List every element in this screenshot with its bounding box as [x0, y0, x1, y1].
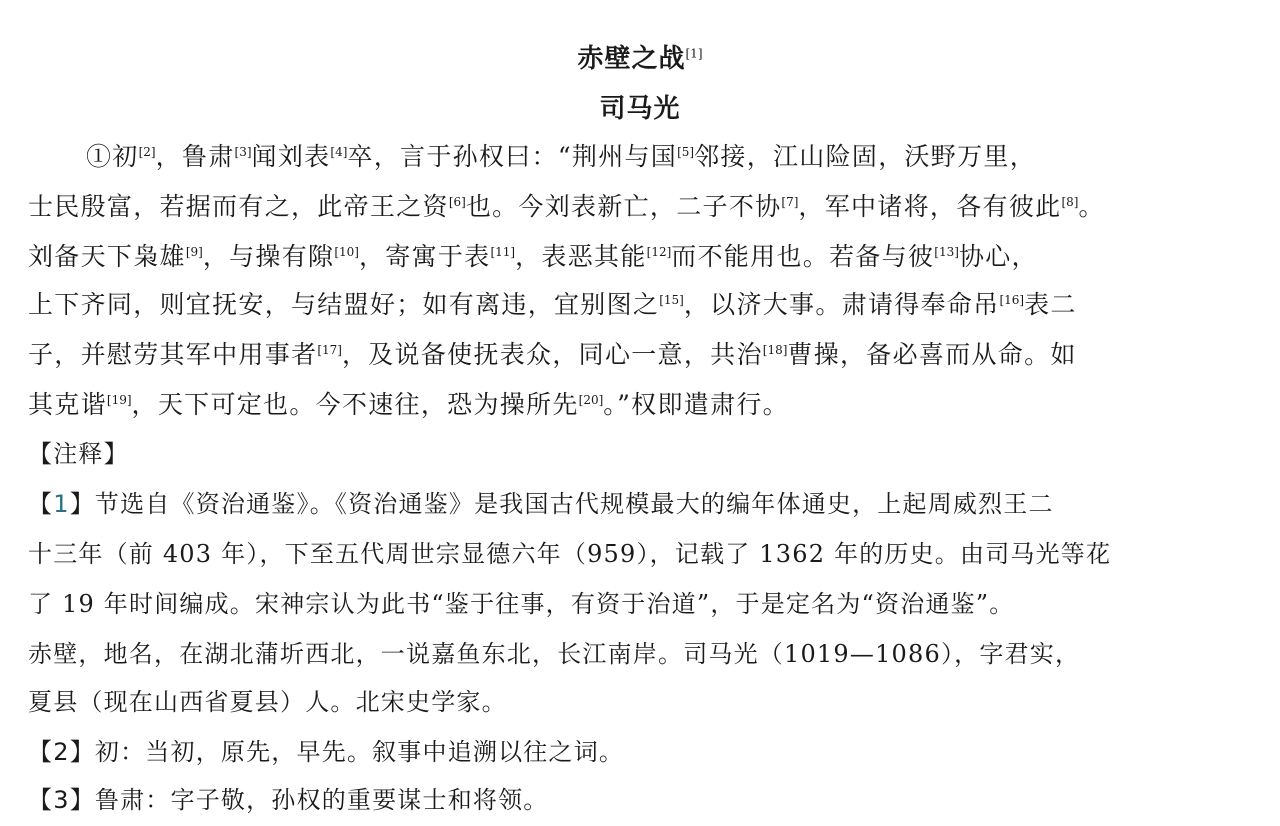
footnote-marker: [9] — [185, 245, 203, 259]
note-text: 夏县（现在山西省夏县）人。北宋史学家。 — [28, 688, 507, 716]
note-label: 【1】 — [28, 490, 95, 518]
footnote-marker: [6] — [448, 195, 466, 209]
body-text: 。”权即遣肃行。 — [603, 390, 789, 419]
footnote-marker: [20] — [578, 393, 604, 407]
footnote-marker: [18] — [762, 343, 788, 357]
footnote-marker: [19] — [106, 393, 132, 407]
body-text: 表二 — [1024, 290, 1077, 319]
note-label: 【3】 — [28, 786, 95, 814]
body-text: 协心， — [958, 242, 1038, 271]
body-line — [28, 390, 1268, 420]
note-entry — [28, 786, 1268, 815]
body-text: 其克谐 — [28, 390, 107, 419]
note-text: 了 19 年时间编成。宋神宗认为此书“鉴于往事，有资于治道”，于是定名为“资治通鉴”。 — [28, 590, 1015, 618]
note-text: 初：当初，原先，早先。叙事中追溯以往之词。 — [94, 738, 625, 766]
document-title: 赤壁之战 — [577, 44, 686, 74]
footnote-marker: [12] — [646, 245, 672, 259]
note-entry — [28, 738, 1268, 767]
footnote-marker: [16] — [999, 293, 1025, 307]
footnote-marker: [4] — [330, 145, 348, 159]
document-title-row — [0, 38, 1280, 75]
body-text: ，寄寓于表 — [358, 242, 491, 271]
body-text: ，及说备使抚表众，同心一意，共治 — [341, 340, 763, 369]
body-text: ，军中诸将，各有彼此 — [798, 192, 1062, 221]
note-text: 鲁肃：字子敬，孙权的重要谋士和将领。 — [94, 786, 549, 814]
footnote-marker: [8] — [1061, 195, 1079, 209]
body-text: 士民殷富，若据而有之，此帝王之资 — [28, 192, 449, 221]
footnote-marker: [3] — [234, 145, 252, 159]
body-line — [28, 142, 1268, 172]
footnote-marker: [11] — [490, 245, 516, 259]
body-text: 曹操，备必喜而从命。如 — [787, 340, 1077, 369]
footnote-marker: [17] — [317, 343, 342, 357]
body-line — [28, 340, 1268, 370]
note-text: 赤壁，地名，在湖北蒲圻西北，一说嘉鱼东北，长江南岸。司马光（1019—1086），字君实， — [28, 640, 1081, 668]
body-line — [28, 192, 1268, 222]
body-line — [28, 242, 1268, 272]
document-author: 司马光 — [599, 94, 681, 124]
body-text: 卒，言于孙权曰：“荆州与国 — [347, 142, 678, 171]
note-entry — [28, 490, 1268, 519]
note-entry — [28, 540, 1268, 569]
body-text: ，鲁肃 — [155, 142, 235, 171]
footnote-marker: [15] — [659, 293, 684, 307]
footnote-marker: [2] — [138, 145, 156, 159]
footnote-marker: [5] — [677, 145, 695, 159]
footnote-marker: [7] — [781, 195, 799, 209]
note-label: 【2】 — [28, 738, 95, 766]
notes-heading: 【注释】 — [28, 440, 129, 468]
body-line — [28, 290, 1268, 320]
body-text: ，天下可定也。今不速往，恐为操所先 — [131, 390, 579, 419]
body-text: 邻接，江山险固，沃野万里， — [694, 142, 1037, 171]
body-text: 子，并慰劳其军中用事者 — [28, 340, 318, 369]
body-text: ，以济大事。肃请得奉命吊 — [683, 290, 1000, 319]
body-text: 而不能用也。若备与彼 — [671, 242, 935, 271]
body-text: ，表恶其能 — [515, 242, 647, 271]
note-entry — [28, 640, 1268, 669]
body-text: 刘备天下枭雄 — [28, 242, 186, 271]
body-text: 上下齐同，则宜抚安，与结盟好；如有离违，宜别图之 — [28, 290, 660, 319]
footnote-marker: [10] — [334, 245, 359, 259]
note-text: 十三年（前 403 年），下至五代周世宗显德六年（959），记载了 1362 年的历史。由司马光等花 — [28, 540, 1112, 568]
note-entry — [28, 688, 1268, 717]
title-footnote-marker: [1] — [685, 46, 703, 61]
body-text: ，与操有隙 — [202, 242, 335, 271]
body-text: ①初 — [86, 142, 139, 171]
footnote-marker: [13] — [934, 245, 959, 259]
body-text: 闻刘表 — [251, 142, 331, 171]
body-text: 。 — [1078, 192, 1105, 221]
note-text: 节选自《资治通鉴》。《资治通鉴》是我国古代规模最大的编年体通史，上起周威烈王二 — [94, 490, 1054, 518]
note-entry — [28, 590, 1268, 619]
body-text: 也。今刘表新亡，二子不协 — [465, 192, 782, 221]
